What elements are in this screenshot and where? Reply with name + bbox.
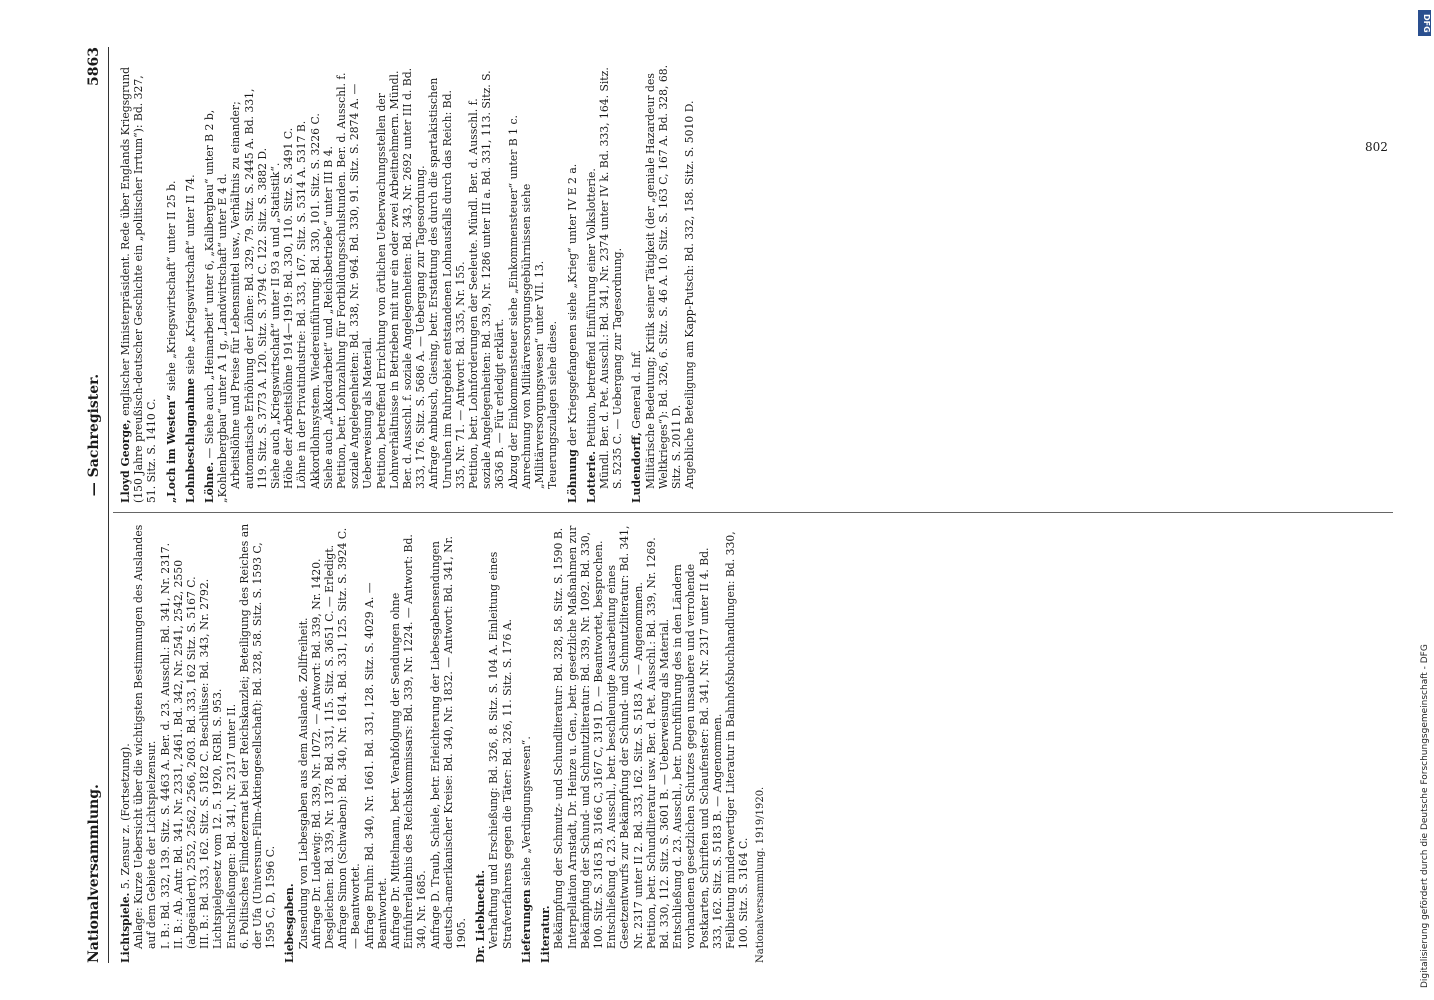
register-entry bbox=[165, 63, 178, 503]
register-entry bbox=[724, 523, 750, 963]
entry-heading: „Loch im Westen“ bbox=[164, 394, 178, 503]
dfg-logo-icon: DFG bbox=[1418, 10, 1431, 36]
entry-heading: Lichtspiele. bbox=[119, 892, 132, 963]
entry-text: Militärische Bedeutung; Kritik seiner Tätigkeit (der „geniale Hazardeur des Weltkrieges“): Bd. 326, 6. Sitz. S. 46 A. 10. Sitz. S. 163 C, 167 A. Bd. 328, 68. Sitz. S. 2011 D. bbox=[643, 64, 683, 489]
register-entry bbox=[295, 63, 308, 503]
register-entry bbox=[546, 63, 559, 503]
entry-heading: Dr. Liebknecht. bbox=[474, 869, 488, 963]
entry-text: siehe „Verdingungswesen“. bbox=[519, 736, 533, 886]
entry-text: Höhe der Arbeitslöhne 1914—1919: Bd. 330, 110. Sitz. S. 3491 C. bbox=[282, 127, 296, 489]
header-center: — Sachregister. bbox=[86, 373, 102, 497]
entry-text: Mündl. Ber. d. Pet. Ausschl.: Bd. 341, Nr. 2374 unter IV k. Bd. 333, 164. Sitz. S. 5235 C. — Uebergang zur Tagesordnung. bbox=[597, 67, 625, 489]
entry-text: Entschließung d. 23. Ausschl., betr. Durchführung des in den Ländern vorhandenen gesetzlichen Schutzes gegen unsaubere und verrohende Postkarten, Schriften und Schaufenster: Bd. 341, Nr. 2317 unter II 4. Bd. 333, 162. Sitz. S. 5183 B. — Angenommen. bbox=[671, 547, 724, 949]
entry-text: Petition, betr. Lohnforderungen der Seeleute. Mündl. Ber. d. Ausschl. f. soziale Angelegenheiten: Bd. 339, Nr. 1286 unter III a. Bd. 331, 113. Sitz. S. 3636 B. — Für erledigt erklärt. bbox=[467, 70, 507, 489]
entry-heading: Lloyd George, bbox=[119, 419, 132, 503]
register-entry bbox=[630, 63, 643, 503]
register-entry bbox=[184, 63, 197, 503]
entry-text: Löhne in der Privatindustrie: Bd. 333, 167. Sitz. S. 5314 A. 5317 B. bbox=[295, 120, 309, 489]
page-header bbox=[86, 47, 109, 963]
entry-text: Entschließungen: Bd. 341, Nr. 2317 unter II. bbox=[224, 703, 238, 949]
entry-text: Feilbietung minderwertiger Literatur in Bahnhofsbuchhandlungen: Bd. 330, 100. Sitz. S. 3164 C. bbox=[723, 531, 751, 949]
register-entry bbox=[487, 523, 513, 963]
entry-heading: Lieferungen bbox=[519, 889, 533, 963]
right-column bbox=[113, 63, 1393, 503]
entry-heading: Liebesgaben. bbox=[283, 883, 297, 963]
entry-text: Abzug der Einkommensteuer siehe „Einkommensteuer“ unter B 1 c. bbox=[506, 115, 520, 489]
register-entry bbox=[283, 523, 296, 963]
register-entry bbox=[119, 63, 159, 503]
register-entry bbox=[645, 523, 671, 963]
register-entry bbox=[336, 523, 362, 963]
entry-text: Petition, betreffend Einführung einer Volkslotterie. bbox=[584, 168, 598, 448]
entry-text: Anfrage Bruhn: Bd. 340, Nr. 1661. Bd. 331, 128. Sitz. S. 4029 A. — Beantwortet. bbox=[362, 582, 389, 949]
footnote: Nationalversammlung. 1919/1920. bbox=[755, 786, 767, 963]
register-entry bbox=[375, 63, 428, 503]
entry-text: Siehe auch „Akkordarbeit“ und „Reichsbetriebe“ unter III B 4. bbox=[321, 146, 335, 489]
entry-text: Anrechnung von Militärversorgungsgebührnissen siehe „Militärversorgungswesen“ unter VII. 13. bbox=[519, 183, 547, 489]
entry-text: I. B.: Bd. 332, 139. Sitz. S. 4463 A. Ber. d. 23. Ausschl.: Bd. 341, Nr. 2317. bbox=[158, 542, 172, 949]
register-entry bbox=[474, 523, 487, 963]
entry-text: — Siehe auch „Heimarbeit“ unter 6, „Kalibergbau“ unter B 2 b, „Kohlenbergbau“ unter A 1 g, „Landwirtschaft“ unter E 4 d. bbox=[203, 109, 230, 503]
entry-text: Desgleichen: Bd. 339, Nr. 1378. Bd. 331, 115. Sitz. S. 3651 C. — Erledigt. bbox=[323, 544, 337, 949]
register-entry bbox=[172, 523, 198, 963]
register-entry bbox=[427, 63, 467, 503]
entry-text: Lichtspielgesetz vom 12. 5. 1920, RGBl. S. 953. bbox=[211, 688, 225, 949]
entry-text: Anfrage Simon (Schwaben): Bd. 340, Nr. 1614. Bd. 331, 125. Sitz. S. 3924 C. — Beantwortet. bbox=[336, 527, 363, 949]
entry-text: Petition, betreffend Errichtung von örtlichen Ueberwachungsstellen der Lohnverhältnisse in Betrieben mit nur ein oder zwei Arbeitnehmern. Mündl. Ber. d. Ausschl. f. soziale Angelegenheiten: Bd. 343, Nr. 2692 unter III d. Bd. 333, 176. Sitz. S. 5686 A. — Uebergang zur Tagesordnung. bbox=[374, 67, 428, 489]
entry-text: Arbeitslöhne und Preise für Lebensmittel usw., Verhältnis zu einander; automatische Erhöhung der Löhne: Bd. 329, 79. Sitz. S. 2445 A. Bd. 331, 119. Sitz. S. 3773 A. 120. Sitz. S. 3794 C. 122. Sitz. S. 3882 D. bbox=[229, 88, 269, 489]
register-entry bbox=[552, 523, 565, 963]
register-entry bbox=[335, 63, 375, 503]
register-entry bbox=[322, 63, 335, 503]
entry-text: Akkordlohnsystem. Wiedereinführung: Bd. 330, 101. Sitz. S. 3226 C. bbox=[308, 113, 322, 489]
entry-text: Anfrage Dr. Ludewig: Bd. 339, Nr. 1072. — Antwort: Bd. 339, Nr. 1420. bbox=[309, 558, 323, 949]
register-entry bbox=[309, 63, 322, 503]
register-entry bbox=[238, 523, 278, 963]
register-entry bbox=[198, 523, 211, 963]
register-entry bbox=[282, 63, 295, 503]
register-entry bbox=[539, 523, 552, 963]
register-entry bbox=[683, 63, 696, 503]
entry-heading: Lotterie. bbox=[584, 450, 598, 503]
entry-heading: Ludendorff, bbox=[630, 432, 644, 503]
register-entry bbox=[585, 63, 598, 503]
entry-text: Anlage: Kurze Uebersicht über die wichtigsten Bestimmungen des Auslandes auf dem Gebiete der Lichtspielzensur. bbox=[132, 524, 159, 949]
entry-text: 6. Politisches Filmdezernat bei der Reichskanzlei; Beteiligung des Reiches an der Ufa (Universum-Film-Aktiengesellschaft): Bd. 328, 58. Sitz. S. 1593 C, 1595 C, D, 1596 C. bbox=[237, 523, 278, 949]
entry-text: Anfrage Ambusch, Giesing, betr. Erstattung des durch die spartakistischen Unruhen im Ruhrgebiet entstandenen Lohnausfalls durch das Reich: Bd. 335, Nr. 71. — Antwort: Bd. 335, Nr. 155. bbox=[427, 77, 467, 489]
page-number: 5863 bbox=[86, 47, 102, 86]
entry-text: englischer Ministerpräsident. Rede über Englands Kriegsgrund (150 Jahre preußisch-deutscher Geschichte ein „politischer Irrtum“): Bd. 327, 51. Sitz. S. 1410 C. bbox=[119, 66, 159, 503]
register-entry bbox=[119, 523, 132, 963]
entry-text: Interpellation Arnstadt, Dr. Heinze u. Gen., betr. gesetzliche Maßnahmen zur Bekämpfung der Schund- und Schmutzliteratur: Bd. 339, Nr. 1092. Bd. 330, 100. Sitz. S. 3163 B, 3166 C, 3167 C, 3191 D. — Beantwortet, besprochen. bbox=[565, 525, 605, 949]
header-left: Nationalversammlung. bbox=[86, 784, 102, 963]
entry-heading: Lohnbeschlagnahme bbox=[183, 377, 197, 503]
register-entry bbox=[467, 63, 507, 503]
page-stamp: 802 bbox=[1365, 140, 1388, 154]
register-entry bbox=[225, 523, 238, 963]
entry-text: Anfrage Dr. Mittelmann, betr. Verabfolgung der Sendungen ohne Einfuhrerlaubnis des Reichskommissars: Bd. 339, Nr. 1224. — Antwort: Bd. 340, Nr. 1685. bbox=[389, 534, 429, 949]
entry-heading: Literatur. bbox=[539, 905, 553, 963]
entry-text: Petition, betr. Lohnzahlung für Fortbildungsschulstunden. Ber. d. Ausschl. f. soziale Angelegenheiten: Bd. 338, Nr. 964. Bd. 330, 91. Sitz. S. 2874 A. — Ueberweisung als Material. bbox=[335, 72, 375, 489]
entry-text: siehe „Kriegswirtschaft“ unter II 25 b. bbox=[164, 180, 178, 391]
entry-text: III. B.: Bd. 333, 162. Sitz. S. 5182 C. Beschlüsse: Bd. 343, Nr. 2792. bbox=[198, 578, 212, 949]
digitization-note: Digitalisierung gefördert durch die Deutsche Forschungsgemeinschaft - DFG bbox=[1420, 644, 1430, 988]
register-entry bbox=[269, 63, 282, 503]
column-divider bbox=[113, 512, 1393, 513]
register-entry bbox=[132, 523, 158, 963]
register-entry bbox=[566, 523, 606, 963]
entry-text: Petition, betr. Schundliteratur usw. Ber. d. Pet. Ausschl.: Bd. 339, Nr. 1269. Bd. 330, 112. Sitz. S. 3601 B. — Ueberweisung als Material. bbox=[644, 537, 671, 949]
entry-text: II. B.: Ab. Antr. Bd. 341, Nr. 2331, 2461. Bd. 342, Nr. 2541, 2542, 2550 (abgeändert), 2552, 2562, 2566, 2603. Bd. 333, 162 Sitz. S. 5167 C. bbox=[171, 559, 199, 949]
register-entry bbox=[566, 63, 579, 503]
register-entry bbox=[211, 523, 224, 963]
register-entry bbox=[323, 523, 336, 963]
entry-text: Entschließung d. 23. Ausschl., betr. beschleunigte Ausarbeitung eines Gesetzentwurfs zur Bekämpfung der Schund- und Schmutzliteratur: Bd. 341, Nr. 2317 unter II 2. Bd. 333, 162. Sitz. S. 5183 A. — Angenommen. bbox=[605, 525, 645, 949]
entry-text: Angebliche Beteiligung am Kapp-Putsch: Bd. 332, 158. Sitz. S. 5010 D. bbox=[683, 100, 697, 489]
entry-text: Teuerungszulagen siehe diese. bbox=[546, 320, 560, 489]
register-entry bbox=[310, 523, 323, 963]
register-entry bbox=[598, 63, 624, 503]
register-entry bbox=[429, 523, 469, 963]
register-entry bbox=[159, 523, 172, 963]
register-entry bbox=[507, 63, 520, 503]
entry-text: 5. Zensur z. (Fortsetzung). bbox=[119, 743, 132, 890]
register-entry bbox=[605, 523, 645, 963]
register-entry bbox=[644, 63, 684, 503]
register-entry bbox=[229, 63, 269, 503]
entry-text: General d. Inf. bbox=[630, 349, 644, 429]
entry-text: Siehe auch „Kriegswirtschaft“ unter II 93 a und „Statistik“. bbox=[269, 162, 283, 489]
register-entry bbox=[363, 523, 389, 963]
entry-text: der Kriegsgefangenen siehe „Krieg“ unter IV E 2 a. bbox=[565, 163, 579, 446]
register-entry bbox=[520, 523, 533, 963]
entry-heading: Löhne. bbox=[203, 461, 217, 503]
register-entry bbox=[671, 523, 724, 963]
entry-heading: Löhnung bbox=[565, 449, 579, 503]
entry-text: Anfrage D. Traub, Schiele, betr. Erleichterung der Liebesgabensendungen deutsch-amerikanischer Kreise: Bd. 340, Nr. 1832. — Antwort: Bd. 341, Nr. 1905. bbox=[428, 536, 469, 949]
entry-text: Verhaftung und Erschießung: Bd. 326, 8. Sitz. S. 104 A. Einleitung eines Strafverfahrens gegen die Täter: Bd. 326, 11. Sitz. S. 176 A. bbox=[487, 551, 514, 949]
entry-text: Zusendung von Liebesgaben aus dem Auslande. Zollfreiheit. bbox=[296, 617, 310, 949]
entry-text: Bekämpfung der Schmutz- und Schundliteratur: Bd. 328, 58. Sitz. S. 1590 B. bbox=[552, 527, 566, 949]
register-entry bbox=[520, 63, 546, 503]
left-column bbox=[113, 523, 1393, 963]
register-entry bbox=[203, 63, 229, 503]
register-entry bbox=[297, 523, 310, 963]
entry-text: siehe „Kriegswirtschaft“ unter II 74. bbox=[183, 174, 197, 375]
rotated-register-page bbox=[80, 35, 1410, 975]
register-entry bbox=[389, 523, 429, 963]
